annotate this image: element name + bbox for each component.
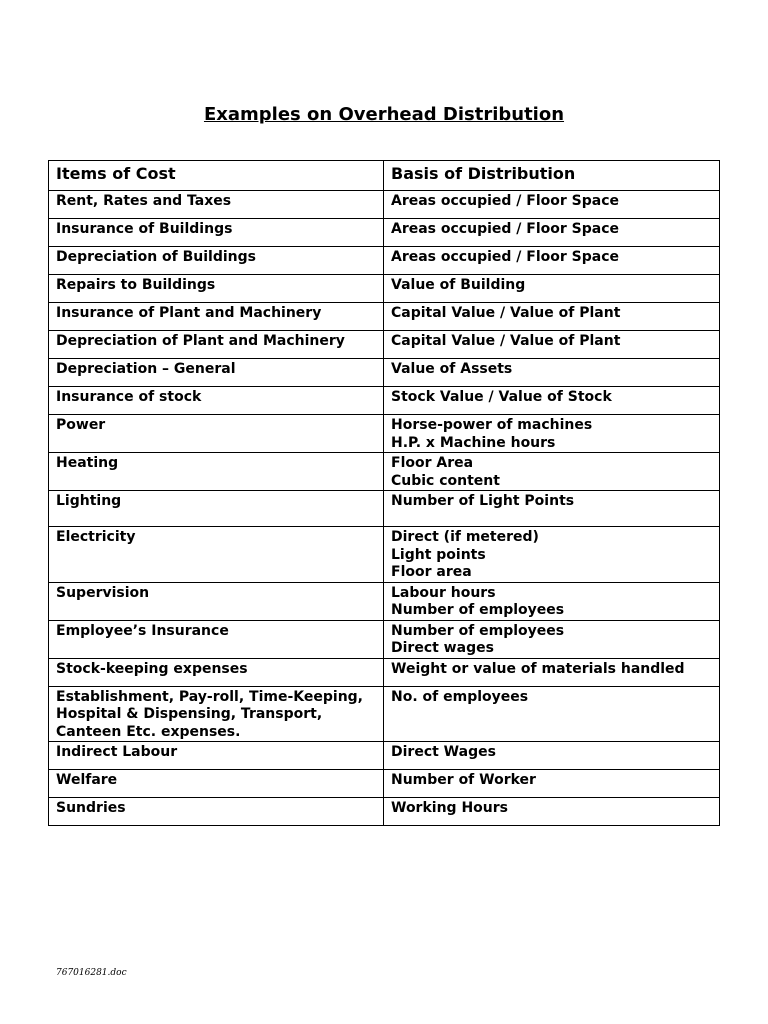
item-of-cost-text: Rent, Rates and Taxes [56,193,232,209]
table-row [49,359,720,387]
column-header-items-of-cost: Items of Cost [49,161,384,191]
cell-basis-of-distribution [384,331,720,359]
table-body [49,191,720,826]
basis-of-distribution-text: Capital Value / Value of Plant [391,333,621,349]
cell-item-of-cost [49,247,384,275]
basis-of-distribution-text: Working Hours [391,800,508,816]
item-of-cost-text: Repairs to Buildings [56,277,216,293]
item-of-cost-text: Sundries [56,800,126,816]
overhead-distribution-table [48,160,720,826]
column-header-basis-of-distribution: Basis of Distribution [384,161,720,191]
item-of-cost-text: Canteen Etc. expenses. [56,723,241,740]
table-header-row [49,161,720,191]
item-of-cost-text: Depreciation of Plant and Machinery [56,333,345,349]
table-row [49,453,720,491]
basis-of-distribution-text: Value of Building [391,277,526,293]
item-of-cost-text: Indirect Labour [56,744,178,760]
cell-item-of-cost [49,331,384,359]
item-of-cost-text: Insurance of Buildings [56,221,233,237]
item-of-cost-text: Depreciation – General [56,361,236,377]
cell-item-of-cost [49,219,384,247]
document-filename: 767016281.doc [56,968,127,978]
cell-item-of-cost [49,742,384,770]
basis-of-distribution-text: Areas occupied / Floor Space [391,193,619,209]
cell-basis-of-distribution [384,491,720,527]
basis-of-distribution-text: Light points [391,546,486,563]
basis-of-distribution-text: Number of Worker [391,772,536,788]
cell-basis-of-distribution [384,191,720,219]
basis-of-distribution-text: Direct (if metered) [391,529,539,545]
cell-item-of-cost [49,798,384,826]
cell-item-of-cost [49,453,384,491]
item-of-cost-text: Stock-keeping expenses [56,660,248,677]
cell-item-of-cost [49,620,384,658]
cell-item-of-cost [49,582,384,620]
cell-basis-of-distribution [384,303,720,331]
item-of-cost-text: Welfare [56,772,118,788]
table-row [49,582,720,620]
basis-of-distribution-text: Floor area [391,564,472,580]
cell-basis-of-distribution [384,620,720,658]
basis-of-distribution-text: Capital Value / Value of Plant [391,305,621,321]
cell-basis-of-distribution [384,359,720,387]
cell-basis-of-distribution [384,247,720,275]
item-of-cost-text: Lighting [56,493,122,509]
basis-of-distribution-text: Number of employees [391,602,565,618]
basis-of-distribution-text: Labour hours [391,584,496,601]
cell-basis-of-distribution [384,770,720,798]
cell-basis-of-distribution [384,453,720,491]
basis-of-distribution-text: H.P. x Machine hours [391,434,556,451]
cell-basis-of-distribution [384,219,720,247]
item-of-cost-text: Heating [56,455,119,471]
cell-item-of-cost [49,191,384,219]
cell-item-of-cost [49,303,384,331]
page-title: Examples on Overhead Distribution [203,104,565,125]
cell-item-of-cost [49,770,384,798]
basis-of-distribution-text: No. of employees [391,688,529,705]
basis-of-distribution-text: Cubic content [391,472,500,489]
cell-basis-of-distribution [384,798,720,826]
table-row [49,191,720,219]
basis-of-distribution-text: Floor Area [391,455,474,471]
cell-basis-of-distribution [384,275,720,303]
table-row [49,415,720,453]
basis-of-distribution-text: Stock Value / Value of Stock [391,389,612,405]
basis-of-distribution-text: Value of Assets [391,361,513,377]
cell-item-of-cost [49,658,384,686]
table-row [49,247,720,275]
cell-item-of-cost [49,491,384,527]
cell-basis-of-distribution [384,415,720,453]
item-of-cost-text: Depreciation of Buildings [56,249,256,265]
item-of-cost-text: Employee’s Insurance [56,622,229,639]
basis-of-distribution-text: Areas occupied / Floor Space [391,221,619,237]
cell-basis-of-distribution [384,658,720,686]
table-row [49,527,720,583]
basis-of-distribution-text: Number of Light Points [391,493,575,509]
basis-of-distribution-text: Areas occupied / Floor Space [391,249,619,265]
table-row [49,798,720,826]
cell-basis-of-distribution [384,527,720,583]
basis-of-distribution-text: Horse-power of machines [391,417,593,433]
cell-item-of-cost [49,275,384,303]
cell-item-of-cost [49,686,384,742]
cell-item-of-cost [49,359,384,387]
table-row [49,620,720,658]
item-of-cost-text: Hospital & Dispensing, Transport, [56,706,323,722]
basis-of-distribution-text: Direct wages [391,640,494,656]
table-row [49,686,720,742]
cell-item-of-cost [49,415,384,453]
basis-of-distribution-text: Weight or value of materials handled [391,660,685,677]
table-row [49,770,720,798]
table-row [49,491,720,527]
table-row [49,387,720,415]
item-of-cost-text: Power [56,417,106,433]
item-of-cost-text: Insurance of stock [56,389,202,405]
table-row [49,658,720,686]
item-of-cost-text: Insurance of Plant and Machinery [56,305,322,321]
cell-basis-of-distribution [384,582,720,620]
cell-basis-of-distribution [384,686,720,742]
table-row [49,219,720,247]
cell-basis-of-distribution [384,742,720,770]
cell-basis-of-distribution [384,387,720,415]
item-of-cost-text: Electricity [56,529,136,545]
table-row [49,742,720,770]
item-of-cost-text: Supervision [56,584,150,601]
table-row [49,303,720,331]
item-of-cost-text: Establishment, Pay-roll, Time-Keeping, [56,688,364,705]
table-row [49,275,720,303]
table-row [49,331,720,359]
basis-of-distribution-text: Number of employees [391,622,565,639]
basis-of-distribution-text: Direct Wages [391,744,496,760]
cell-item-of-cost [49,387,384,415]
cell-item-of-cost [49,527,384,583]
